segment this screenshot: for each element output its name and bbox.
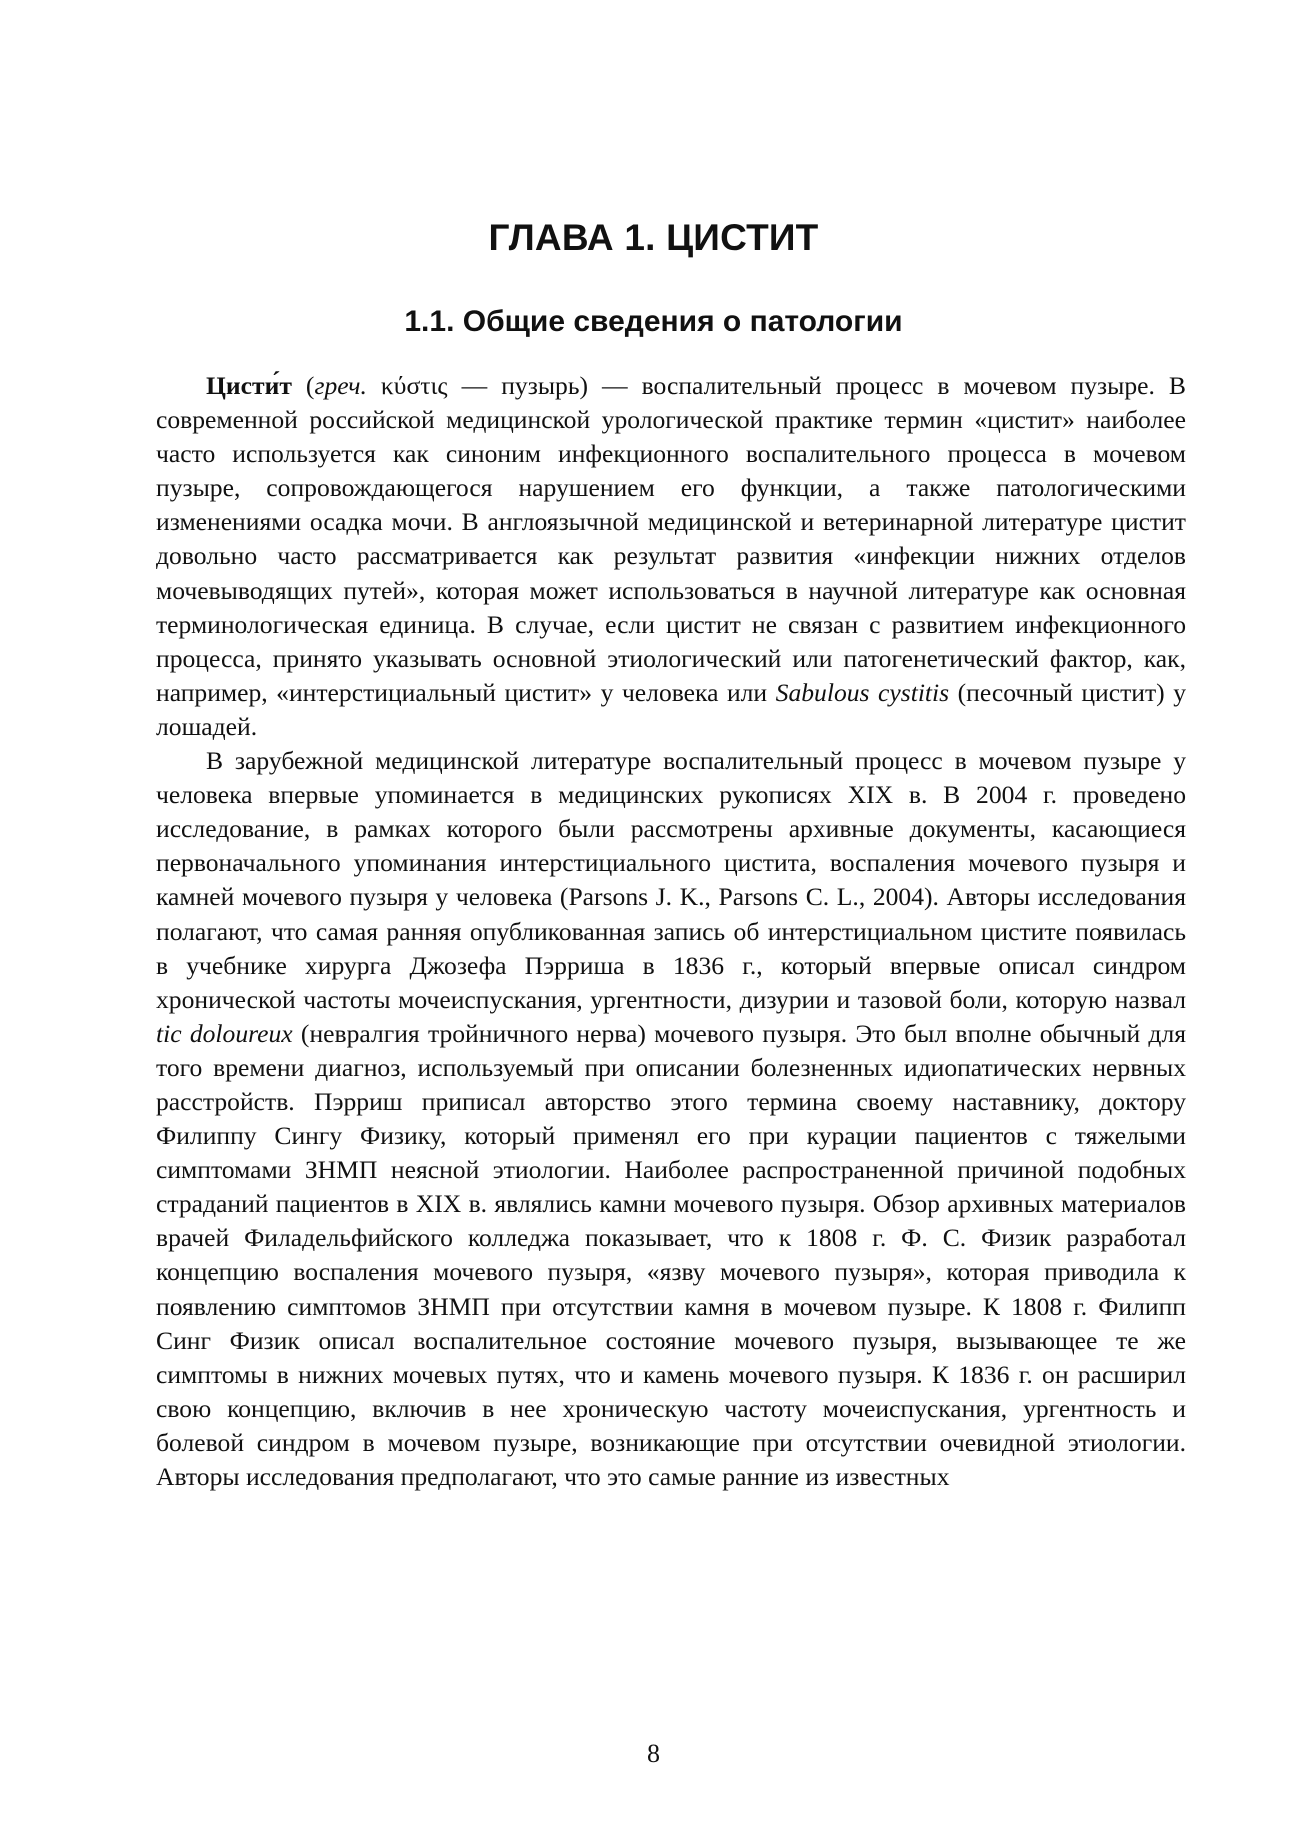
chapter-title: ГЛАВА 1. ЦИСТИТ bbox=[488, 217, 819, 258]
greek-word: κύστις bbox=[366, 371, 448, 400]
page-number: 8 bbox=[647, 1739, 660, 1768]
paragraph-definition-end: (песочный цистит) у лошадей. bbox=[156, 677, 1186, 741]
section-title: 1.1. Общие сведения о патологии bbox=[404, 305, 903, 338]
term-cystitis: Цисти́т bbox=[206, 371, 292, 400]
paragraph-history bbox=[156, 744, 1186, 1494]
paragraph-definition-text: — пузырь) — воспалительный процесс в мочевом пузыре. В современной российской медицинской урологической практике термин «цистит» наиболее часто используется как синоним инфекционного воспалительного процесса в мочевом пузыре, сопровождающегося нарушением его функции, а также патологическими изменениями осадка мочи. В англоязычной медицинской и ветеринарной литературе цистит довольно часто рассматривается как результат развития «инфекции нижних отделов мочевыводящих путей», которая может использоваться в научной литературе как основная терминологическая единица. В случае, если цистит не связан с развитием инфекционного процесса, принято указывать основной этиологический или патогенетический фактор, как, например, «интерстициальный цистит» у человека или bbox=[156, 371, 1186, 707]
paren-open: ( bbox=[291, 371, 315, 400]
language-abbreviation: греч. bbox=[314, 371, 367, 400]
body-text bbox=[156, 369, 1186, 1494]
latin-term-sabulous: Sabulous cystitis bbox=[775, 677, 950, 707]
paragraph-history-part2: (невралгия тройничного нерва) мочевого пузыря. Это был вполне обычный для того времени диагноз, используемый при описании болезненных идиопатических нервных расстройств. Пэрриш приписал авторство этого термина своему наставнику, доктору Филиппу Сингу Физику, который применял его при курации пациентов с тяжелыми симптомами ЗНМП неясной этиологии. Наиболее распространенной причиной подобных страданий пациентов в XIX в. являлись камни мочевого пузыря. Обзор архивных материалов врачей Филадельфийского колледжа показывает, что к 1808 г. Ф. С. Физик разработал концепцию воспаления мочевого пузыря, «язву мочевого пузыря», которая приводила к появлению симптомов ЗНМП при отсутствии камня в мочевом пузыре. К 1808 г. Филипп Синг Физик описал воспалительное состояние мочевого пузыря, вызывающее те же симптомы в нижних мочевых путях, что и камень мочевого пузыря. К 1836 г. он расширил свою концепцию, включив в нее хроническую частоту мочеиспускания, ургентность и болевой синдром в мочевом пузыре, возникающие при отсутствии очевидной этиологии. Авторы исследования предполагают, что это самые ранние из известных bbox=[156, 1018, 1186, 1491]
latin-term-tic: tic doloureux bbox=[156, 1018, 293, 1048]
paragraph-history-part1: В зарубежной медицинской литературе воспалительный процесс в мочевом пузыре у человека впервые упоминается в медицинских рукописях XIX в. В 2004 г. проведено исследование, в рамках которого были рассмотрены архивные документы, касающиеся первоначального упоминания интерстициального цистита, воспаления мочевого пузыря и камней мочевого пузыря у человека (Parsons J. K., Parsons C. L., 2004). Авторы исследования полагают, что самая ранняя опубликованная запись об интерстициальном цистите появилась в учебнике хирурга Джозефа Пэрриша в 1836 г., который впервые описал синдром хронической частоты мочеиспускания, ургентности, дизурии и тазовой боли, которую назвал bbox=[156, 746, 1186, 1014]
paragraph-definition bbox=[156, 369, 1186, 744]
